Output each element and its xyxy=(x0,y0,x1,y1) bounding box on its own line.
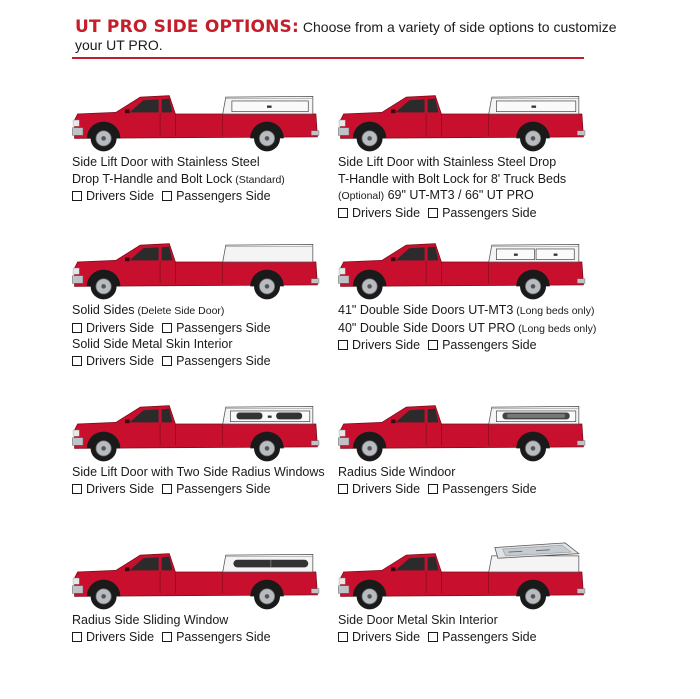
option-side-lift-door xyxy=(70,80,350,205)
side-choices xyxy=(338,205,616,222)
drivers-side-option[interactable] xyxy=(338,482,420,496)
checkbox[interactable] xyxy=(72,484,82,494)
truck-image xyxy=(70,228,322,302)
option-radius-sliding-window xyxy=(70,538,350,645)
side-choices xyxy=(72,481,350,498)
option-side-lift-door-8ft xyxy=(336,80,616,221)
option-caption: Solid Side Metal Skin Interior xyxy=(72,337,233,351)
option-caption: Side Lift Door with Two Side Radius Windows xyxy=(72,465,325,479)
checkbox-label: Drivers Side xyxy=(86,320,155,335)
checkbox-label: Passengers Side xyxy=(176,629,271,644)
side-choices xyxy=(72,188,350,205)
checkbox-label: Drivers Side xyxy=(352,338,421,352)
passengers-side-option[interactable] xyxy=(162,630,271,644)
header-divider xyxy=(72,57,584,59)
checkbox[interactable] xyxy=(338,208,348,218)
passengers-side-option[interactable] xyxy=(428,482,537,496)
checkbox-label: Passengers Side xyxy=(442,629,537,644)
option-caption: Side Lift Door with Stainless Steel Drop xyxy=(338,155,557,169)
option-metal-skin-interior xyxy=(336,538,616,645)
checkbox[interactable] xyxy=(162,632,172,642)
page-title: UT PRO SIDE OPTIONS: xyxy=(75,17,300,37)
option-solid-sides xyxy=(70,228,350,369)
truck-image xyxy=(336,390,588,464)
checkbox-label: Passengers Side xyxy=(176,353,271,368)
side-choices xyxy=(72,320,350,337)
checkbox-label: Passengers Side xyxy=(176,481,271,496)
checkbox[interactable] xyxy=(72,323,82,333)
checkbox-label: Passengers Side xyxy=(442,205,537,220)
drivers-side-option[interactable] xyxy=(72,189,154,203)
checkbox-label: Drivers Side xyxy=(86,353,155,368)
checkbox[interactable] xyxy=(162,323,172,333)
option-caption: Side Door Metal Skin Interior xyxy=(338,613,498,627)
option-caption: Radius Side Sliding Window xyxy=(72,613,229,627)
checkbox[interactable] xyxy=(338,484,348,494)
checkbox-label: Drivers Side xyxy=(352,205,421,220)
checkbox-label: Drivers Side xyxy=(352,629,421,644)
option-caption: 41" Double Side Doors UT-MT3 (Long beds only) xyxy=(338,303,595,317)
truck-image xyxy=(336,80,588,154)
checkbox[interactable] xyxy=(72,356,82,366)
option-caption: 40" Double Side Doors UT PRO (Long beds only) xyxy=(338,320,597,335)
checkbox-label: Passengers Side xyxy=(442,481,537,496)
drivers-side-option[interactable] xyxy=(338,630,420,644)
checkbox[interactable] xyxy=(428,340,438,350)
checkbox[interactable] xyxy=(72,191,82,201)
checkbox[interactable] xyxy=(162,191,172,201)
truck-image xyxy=(336,228,588,302)
title-description-line2: your UT PRO. xyxy=(75,37,163,53)
passengers-side-option[interactable] xyxy=(162,482,271,496)
checkbox-label: Drivers Side xyxy=(86,189,155,203)
option-caption: Radius Side Windoor xyxy=(338,465,456,479)
checkbox-label: Passengers Side xyxy=(442,338,537,352)
checkbox-label: Drivers Side xyxy=(86,629,155,644)
drivers-side-option[interactable] xyxy=(72,321,154,335)
checkbox-label: Passengers Side xyxy=(176,320,271,335)
side-choices xyxy=(338,481,616,498)
drivers-side-option[interactable] xyxy=(72,354,154,368)
drivers-side-option[interactable] xyxy=(338,206,420,220)
truck-image xyxy=(336,538,588,612)
side-choices xyxy=(72,629,350,646)
option-caption: Solid Sides (Delete Side Door) xyxy=(72,303,225,317)
checkbox[interactable] xyxy=(338,340,348,350)
side-choices xyxy=(72,353,350,370)
truck-image xyxy=(70,390,322,464)
truck-image xyxy=(70,538,322,612)
page-header xyxy=(75,18,635,54)
checkbox[interactable] xyxy=(162,356,172,366)
passengers-side-option[interactable] xyxy=(428,338,537,352)
option-caption: Drop T-Handle and Bolt Lock (Standard) xyxy=(72,171,285,186)
option-caption: (Optional) 69" UT-MT3 / 66" UT PRO xyxy=(338,188,534,202)
option-caption: Side Lift Door with Stainless Steel xyxy=(72,155,260,169)
passengers-side-option[interactable] xyxy=(428,630,537,644)
side-choices xyxy=(338,337,616,354)
checkbox-label: Drivers Side xyxy=(352,481,421,496)
checkbox[interactable] xyxy=(338,632,348,642)
drivers-side-option[interactable] xyxy=(72,630,154,644)
checkbox-label: Drivers Side xyxy=(86,481,155,496)
checkbox[interactable] xyxy=(428,208,438,218)
option-two-radius-windows xyxy=(70,390,350,497)
checkbox[interactable] xyxy=(162,484,172,494)
title-description: Choose from a variety of side options to customize xyxy=(299,19,617,35)
option-caption: T-Handle with Bolt Lock for 8' Truck Beds xyxy=(338,171,567,186)
passengers-side-option[interactable] xyxy=(162,354,271,368)
passengers-side-option[interactable] xyxy=(162,321,271,335)
checkbox[interactable] xyxy=(428,632,438,642)
checkbox[interactable] xyxy=(428,484,438,494)
passengers-side-option[interactable] xyxy=(162,189,271,203)
checkbox-label: Passengers Side xyxy=(176,189,271,203)
checkbox[interactable] xyxy=(72,632,82,642)
option-double-side-doors xyxy=(336,228,616,354)
truck-image xyxy=(70,80,322,154)
passengers-side-option[interactable] xyxy=(428,206,537,220)
option-radius-windoor xyxy=(336,390,616,497)
drivers-side-option[interactable] xyxy=(72,482,154,496)
drivers-side-option[interactable] xyxy=(338,338,420,352)
title-line xyxy=(75,18,635,36)
side-choices xyxy=(338,629,616,646)
